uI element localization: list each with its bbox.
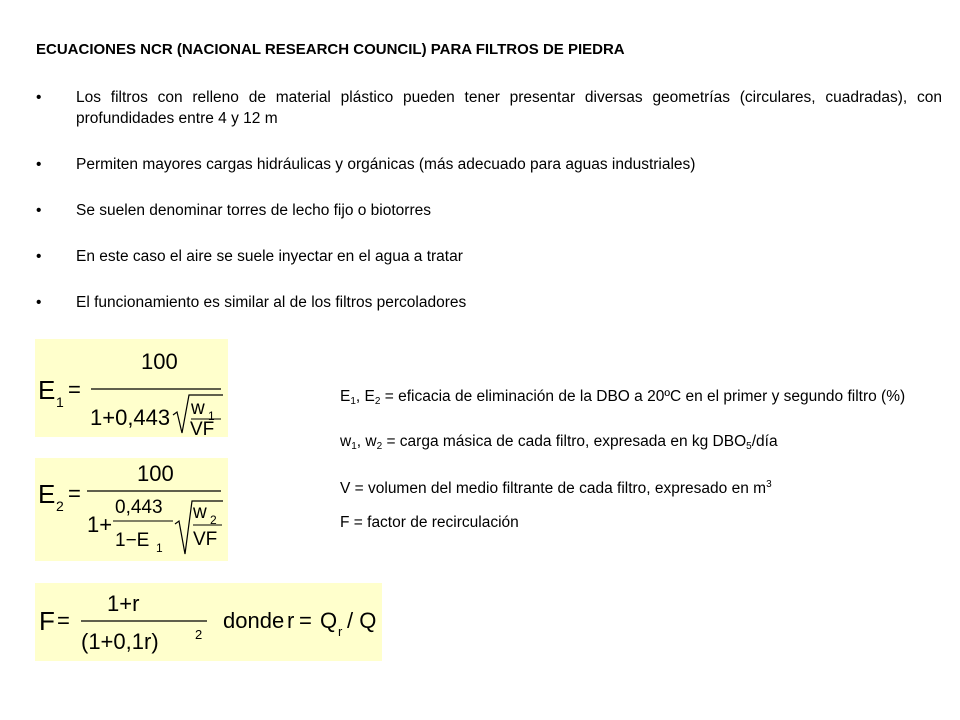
page-title: ECUACIONES NCR (NACIONAL RESEARCH COUNCIL) PARA FILTROS DE PIEDRA <box>36 41 625 58</box>
e1-numerator: 100 <box>141 349 178 374</box>
e2-root-num: w <box>193 502 207 523</box>
bullet-dot: • <box>36 202 42 219</box>
e2-frac-den-sub: 1 <box>156 541 163 555</box>
definitions <box>340 386 928 533</box>
f-r-equals: = <box>299 608 312 633</box>
f-r-q: Q <box>320 608 338 633</box>
e2-root-num-sub: 2 <box>210 513 217 527</box>
definition-w: $w_1$, $w_2$ = carga másica de cada filtro, expresada en kg $DBO_5$/día <box>340 433 778 452</box>
bullet-dot: • <box>36 248 42 265</box>
e1-root-den: VF <box>190 419 215 437</box>
bullet-dot: • <box>36 89 42 106</box>
e2-frac-num: 0,443 <box>115 497 163 518</box>
f-equals: = <box>57 608 70 633</box>
formula-f <box>35 583 382 661</box>
formula-e2 <box>35 458 228 561</box>
definition-e: $E_1$, $E_2$ = eficacia de eliminación de la DBO a 20ºC en el primer y segundo filtro (%) <box>340 388 906 407</box>
f-r-rest: / Q <box>347 608 377 633</box>
e1-root-num-sub: 1 <box>208 409 215 423</box>
f-lhs: F <box>39 606 55 636</box>
definition-v: V = volumen del medio filtrante de cada filtro, expresado en $m^3$ <box>340 479 772 497</box>
bullet-item: • En este caso el aire se suele inyectar en el agua a tratar <box>36 248 463 265</box>
e2-equals: = <box>68 481 81 506</box>
e1-equals: = <box>68 377 81 402</box>
definition-f: F = factor de recirculación <box>340 514 519 531</box>
f-r-lhs: r <box>287 608 295 633</box>
e2-lhs-sub: 2 <box>56 498 64 514</box>
e2-den-one: 1+ <box>87 512 113 537</box>
bullet-item: • Se suelen denominar torres de lecho fijo o biotorres <box>36 202 431 219</box>
e1-root-num: w <box>191 398 205 419</box>
f-denominator: (1+0,1r) <box>81 629 159 654</box>
e2-frac-den: 1−E <box>115 530 150 551</box>
bullet-dot: • <box>36 156 42 173</box>
e1-lhs: E <box>38 375 56 405</box>
e2-lhs: E <box>38 479 56 509</box>
bullet-dot: • <box>36 294 42 311</box>
f-r-q-sub: r <box>338 624 343 639</box>
e1-lhs-sub: 1 <box>56 394 64 410</box>
f-den-exp: 2 <box>195 627 203 642</box>
f-numerator: 1+r <box>107 591 140 616</box>
bullet-list <box>36 87 942 338</box>
e1-den-prefix: 1+0,443 <box>90 405 171 430</box>
e2-root-den: VF <box>193 529 218 550</box>
f-word-donde: donde <box>223 608 285 633</box>
bullet-item: • El funcionamiento es similar al de los filtros percoladores <box>36 294 467 311</box>
bullet-item: • Los filtros con relleno de material plástico pueden tener presentar diversas geometrías (circulares, cuadradas), con profundidades entre 4 y 12 m <box>36 89 942 127</box>
formula-e1 <box>35 339 228 437</box>
bullet-item: • Permiten mayores cargas hidráulicas y orgánicas (más adecuado para aguas industriales) <box>36 156 696 173</box>
e2-numerator: 100 <box>137 461 174 486</box>
